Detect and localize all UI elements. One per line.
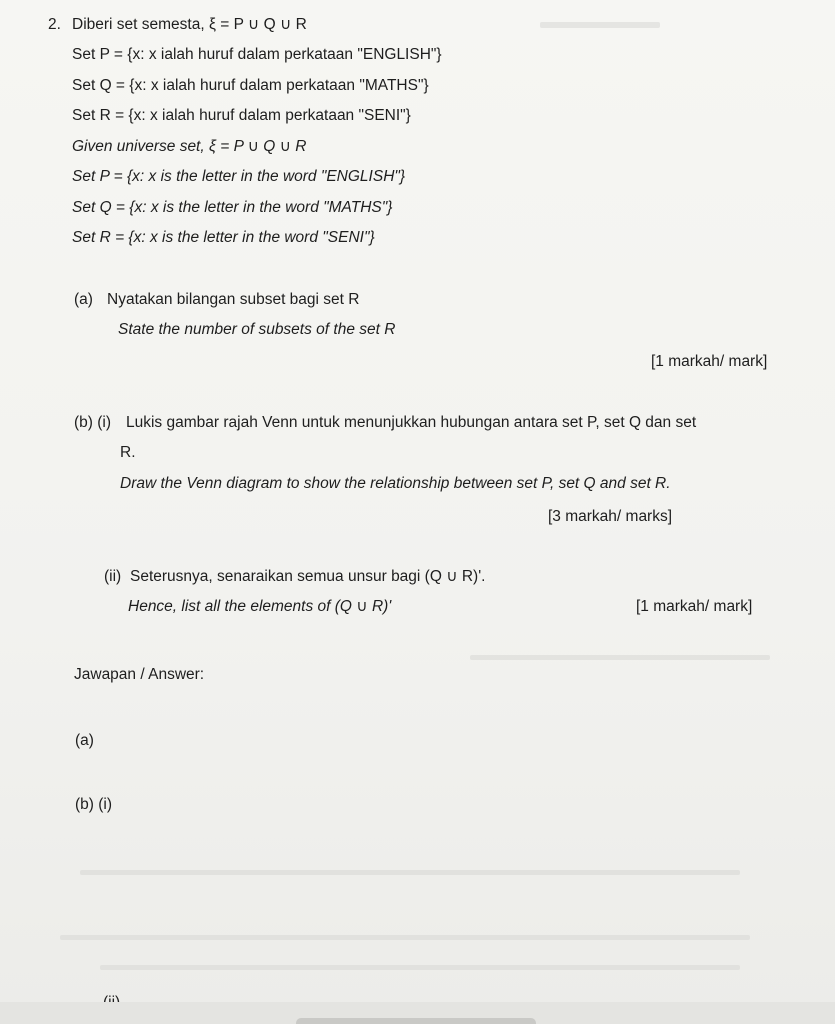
part-a-english: State the number of subsets of the set R — [118, 321, 396, 338]
set-q-malay: Set Q = {x: x ialah huruf dalam perkataan "MATHS"} — [72, 77, 429, 94]
page-bottom-tab — [296, 1018, 536, 1024]
answer-a-label: (a) — [75, 732, 94, 749]
scan-artifact — [470, 655, 770, 660]
scan-artifact — [540, 22, 660, 28]
part-b-i-malay-line1: Lukis gambar rajah Venn untuk menunjukkan hubungan antara set P, set Q dan set — [126, 414, 697, 431]
set-p-malay: Set P = {x: x ialah huruf dalam perkataan "ENGLISH"} — [72, 46, 442, 63]
set-p-english: Set P = {x: x is the letter in the word "ENGLISH"} — [72, 168, 406, 185]
part-b-i-malay-line2: R. — [120, 444, 136, 461]
scan-artifact — [60, 935, 750, 940]
part-b-ii-marks: [1 markah/ mark] — [636, 598, 753, 615]
part-a-label: (a) — [74, 291, 93, 308]
part-b-i-marks: [3 markah/ marks] — [548, 508, 673, 525]
set-r-malay: Set R = {x: x ialah huruf dalam perkataan "SENI"} — [72, 107, 411, 124]
part-b-ii-label: (ii) — [104, 568, 122, 585]
answer-b-i-label: (b) (i) — [75, 796, 113, 813]
set-r-english: Set R = {x: x is the letter in the word "SENI"} — [72, 229, 375, 246]
scan-artifact — [100, 965, 740, 970]
intro-english: Given universe set, ξ = P ∪ Q ∪ R — [72, 138, 307, 155]
part-b-i-label: (b) (i) — [74, 414, 112, 431]
set-q-english: Set Q = {x: x is the letter in the word "MATHS"} — [72, 199, 393, 216]
intro-malay: Diberi set semesta, ξ = P ∪ Q ∪ R — [72, 16, 307, 33]
question-number: 2. — [48, 16, 61, 33]
part-b-ii-english: Hence, list all the elements of (Q ∪ R)' — [128, 598, 392, 615]
part-b-ii-malay: Seterusnya, senaraikan semua unsur bagi (Q ∪ R)'. — [130, 568, 486, 585]
answer-heading: Jawapan / Answer: — [74, 666, 205, 683]
scan-artifact — [80, 870, 740, 875]
part-a-marks: [1 markah/ mark] — [651, 353, 768, 370]
part-a-malay: Nyatakan bilangan subset bagi set R — [107, 291, 360, 308]
part-b-i-english: Draw the Venn diagram to show the relationship between set P, set Q and set R. — [120, 475, 671, 492]
